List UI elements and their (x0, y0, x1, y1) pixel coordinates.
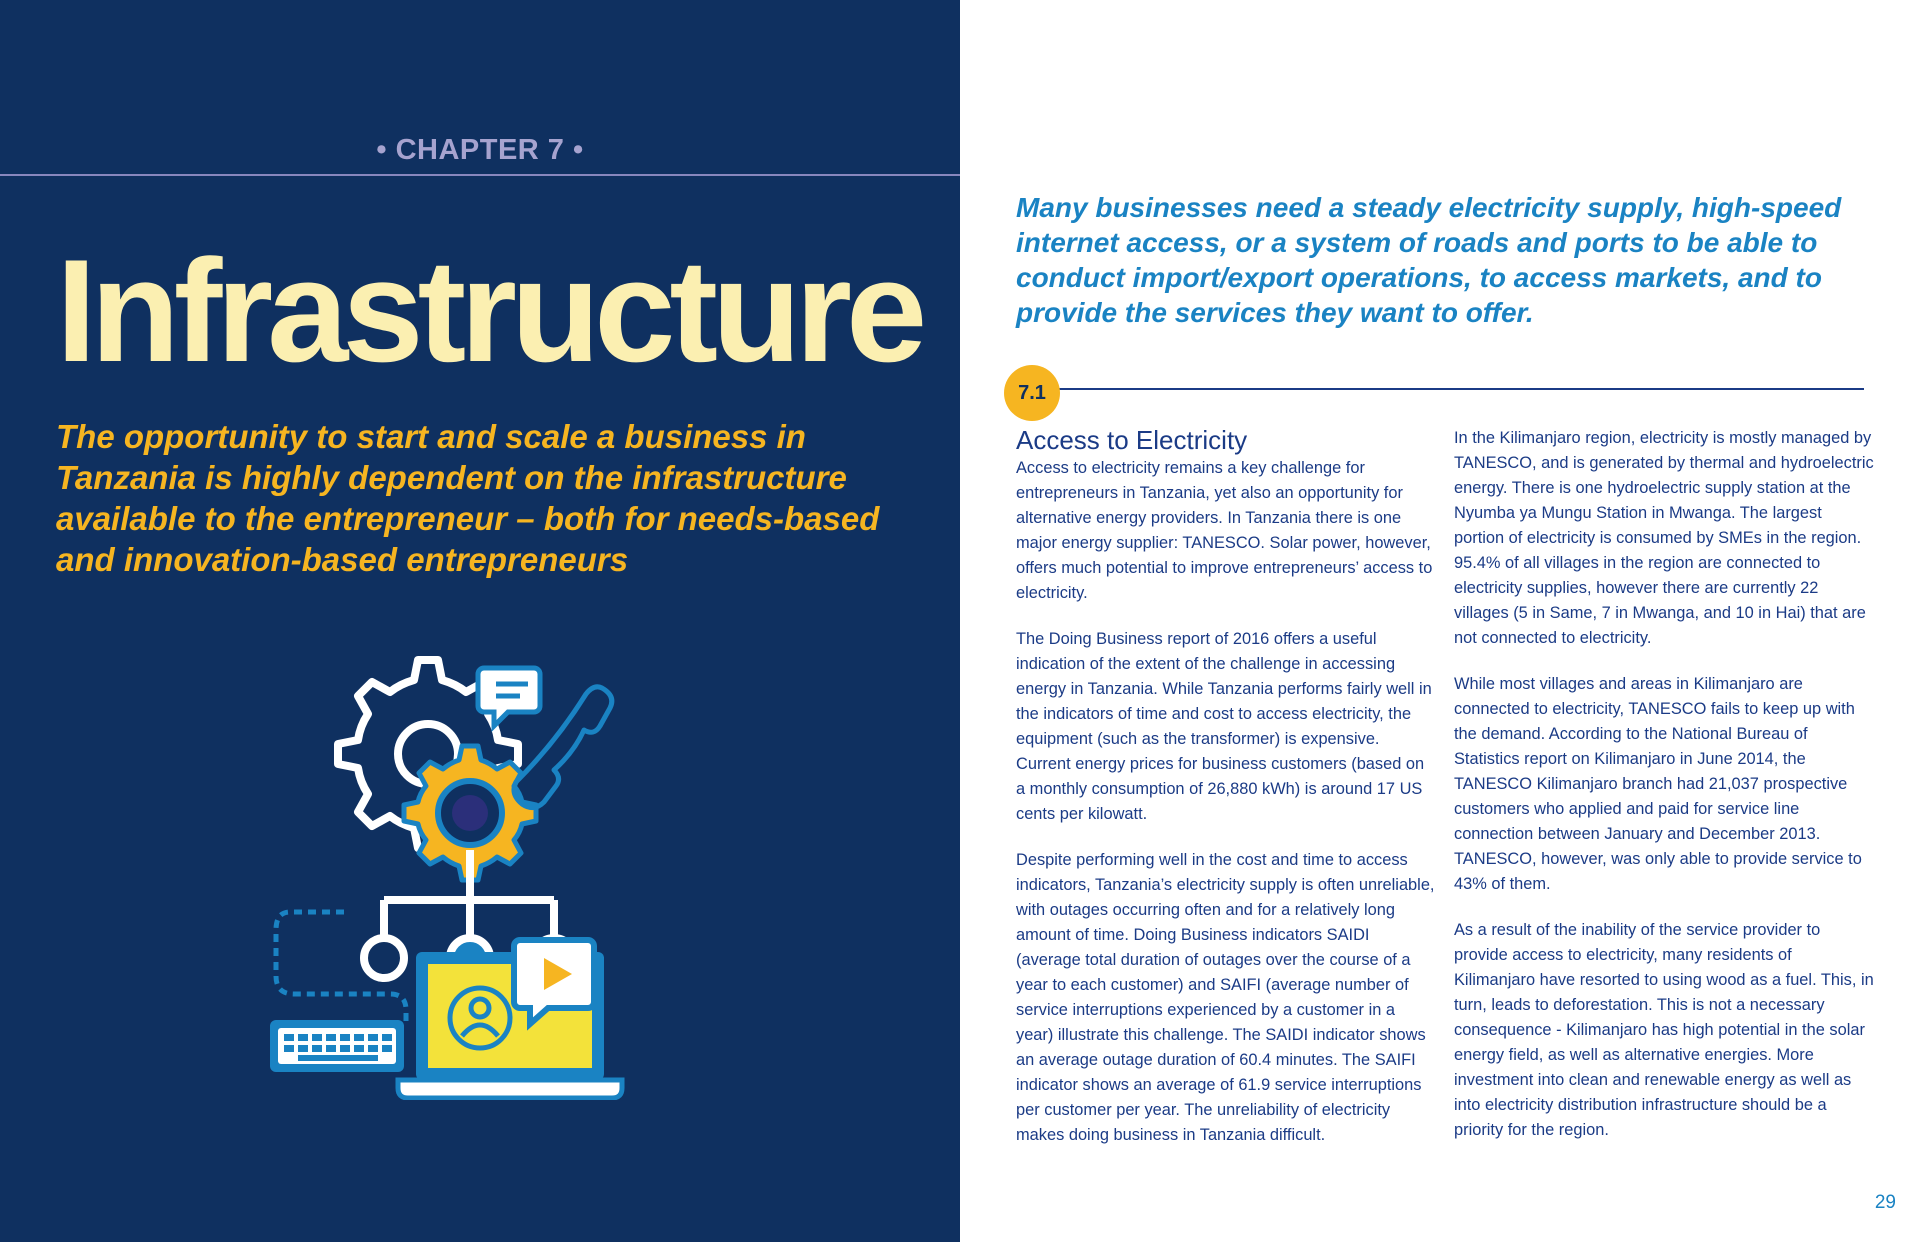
user-avatar-icon (450, 988, 510, 1048)
page-number: 29 (1874, 1192, 1896, 1213)
body-paragraph: As a result of the inability of the service provider to provide access to electricity, many residents of Kilimanjaro have resorted to using wood as a fuel. This, in turn, leads to deforestation. This is not a necessary consequence - Kilimanjaro has high potential in the solar energy field, as well as alternative energies. More investment into clean and renewable energy as well as into electricity distribution infrastructure should be a priority for the region. (1454, 921, 1874, 1139)
section-number-badge: 7.1 (1004, 365, 1060, 421)
pull-quote: Many businesses need a steady electricity supply, high-speed internet access, or a system of roads and ports to be able to conduct import/export operations, to access markets, and to provide the services they want to offer. (1016, 192, 1842, 328)
chapter-title: Infrastructure (56, 229, 922, 392)
body-paragraph: While most villages and areas in Kilimanjaro are connected to electricity, TANESCO fails to keep up with the demand. According to the National Bureau of Statistics report on Kilimanjaro in June 2014, the TANESCO Kilimanjaro branch had 21,037 prospective customers who applied and paid for service line connection between January and December 2013. TANESCO, however, was only able to provide service to 43% of them. (1454, 675, 1862, 893)
body-paragraph: The Doing Business report of 2016 offers a useful indication of the extent of the challenge in accessing energy in Tanzania. While Tanzania performs fairly well in the indicators of time and cost to access electricity, the equipment (such as the transformer) is expensive. Current energy prices for business customers (based on a monthly consumption of 26,880 kWh) is around 17 US cents per kilowatt. (1016, 630, 1432, 823)
infrastructure-illustration (270, 640, 710, 1100)
keyboard-icon (270, 1020, 404, 1072)
chapter-intro: The opportunity to start and scale a business in Tanzania is highly dependent on the infrastructure available to the entrepreneur – both for needs-based and innovation-based entrepreneurs (56, 418, 880, 578)
text-column-1 (1016, 456, 1436, 1169)
body-paragraph: In the Kilimanjaro region, electricity is mostly managed by TANESCO, and is generated by thermal and hydroelectric energy. There is one hydroelectric supply station at the Nyumba ya Mungu Station in Mwanga. The largest portion of electricity is consumed by SMEs in the region. 95.4% of all villages in the region are connected to electricity supplies, however there are currently 22 villages (5 in Same, 7 in Mwanga, and 10 in Hai) that are not connected to electricity. (1454, 429, 1874, 647)
body-paragraph: Despite performing well in the cost and time to access indicators, Tanzania’s electricity supply is often unreliable, with outages occurring often and for a relatively long amount of time. Doing Business indicators SAIDI (average total duration of outages over the course of a year to each customer) and SAIFI (average number of service interruptions experienced by a customer in a year) illustrate this challenge. The SAIDI indicator shows an average outage duration of 60.4 minutes. The SAIFI indicator shows an average of 61.9 service interruptions per customer per year. The unreliability of electricity makes doing business in Tanzania difficult. (1016, 851, 1435, 1144)
body-paragraph: Access to electricity remains a key challenge for entrepreneurs in Tanzania, yet also an opportunity for alternative energy providers. In Tanzania there is one major energy supplier: TANESCO. Solar power, however, offers much potential to improve entrepreneurs’ access to electricity. (1016, 459, 1433, 602)
section-heading: Access to Electricity (1016, 425, 1248, 455)
chapter-label: • CHAPTER 7 • (376, 134, 584, 166)
chapter-divider (0, 174, 960, 176)
text-column-2 (1454, 426, 1874, 1164)
section-divider (1016, 388, 1864, 390)
